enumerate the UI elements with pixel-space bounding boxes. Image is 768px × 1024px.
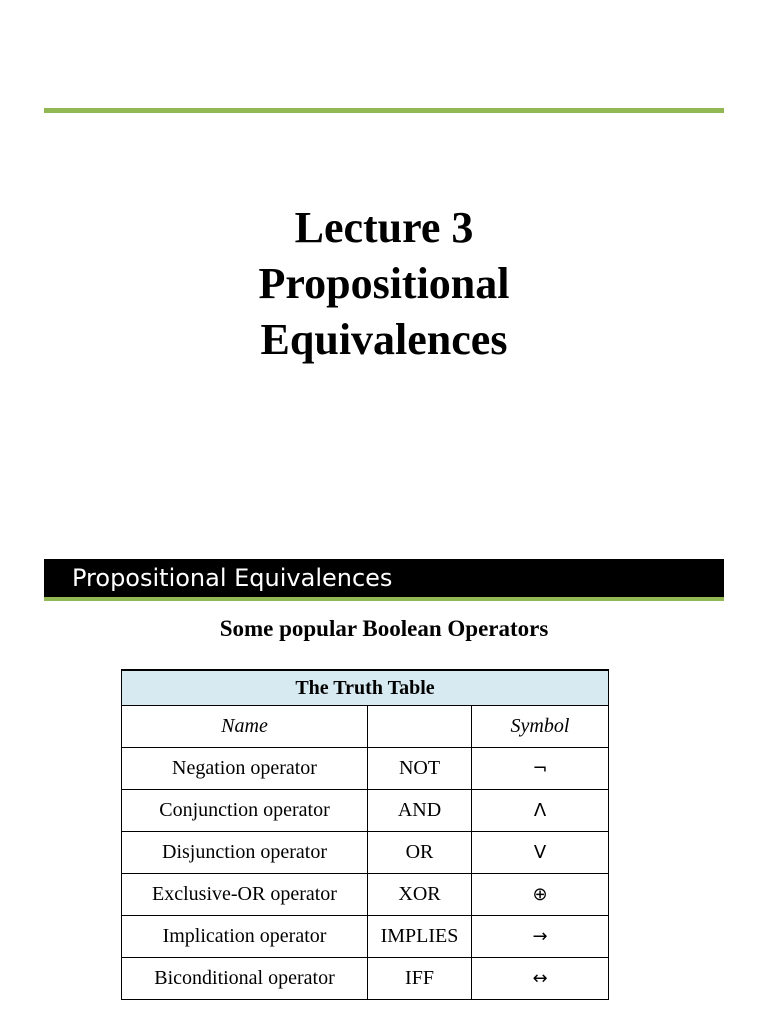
column-header-operator bbox=[368, 706, 472, 748]
operator-keyword: XOR bbox=[368, 874, 472, 916]
slide-subtitle: Some popular Boolean Operators bbox=[219, 616, 549, 641]
operator-name: Negation operator bbox=[122, 748, 368, 790]
slide-header-title: Propositional Equivalences bbox=[72, 564, 393, 592]
operator-keyword: NOT bbox=[368, 748, 472, 790]
operator-keyword: AND bbox=[368, 790, 472, 832]
operator-name: Exclusive-OR operator bbox=[122, 874, 368, 916]
table-row bbox=[122, 958, 609, 1000]
lecture-title bbox=[0, 200, 768, 368]
lecture-title-line-3: Equivalences bbox=[260, 315, 508, 364]
table-row bbox=[122, 874, 609, 916]
lecture-title-line-2: Propositional bbox=[258, 259, 510, 308]
table-row bbox=[122, 832, 609, 874]
operator-name: Disjunction operator bbox=[122, 832, 368, 874]
table-row bbox=[122, 748, 609, 790]
lecture-title-line-1: Lecture 3 bbox=[294, 203, 474, 252]
operator-name: Conjunction operator bbox=[122, 790, 368, 832]
operator-name: Implication operator bbox=[122, 916, 368, 958]
operator-symbol: ⊕ bbox=[472, 874, 609, 916]
column-header-symbol: Symbol bbox=[472, 706, 609, 748]
operator-name: Biconditional operator bbox=[122, 958, 368, 1000]
slide-header-bar bbox=[44, 559, 724, 601]
column-header-name: Name bbox=[122, 706, 368, 748]
operator-symbol: ↔ bbox=[472, 958, 609, 1000]
operator-keyword: OR bbox=[368, 832, 472, 874]
truth-table-header-row bbox=[122, 706, 609, 748]
operator-keyword: IFF bbox=[368, 958, 472, 1000]
top-accent-rule bbox=[44, 108, 724, 113]
table-row bbox=[122, 790, 609, 832]
operator-symbol: Λ bbox=[472, 790, 609, 832]
operator-symbol: → bbox=[472, 916, 609, 958]
operator-keyword: IMPLIES bbox=[368, 916, 472, 958]
table-row bbox=[122, 916, 609, 958]
operator-symbol: ¬ bbox=[472, 748, 609, 790]
truth-table bbox=[121, 669, 609, 1000]
truth-table-title: The Truth Table bbox=[122, 670, 609, 706]
operator-symbol: V bbox=[472, 832, 609, 874]
